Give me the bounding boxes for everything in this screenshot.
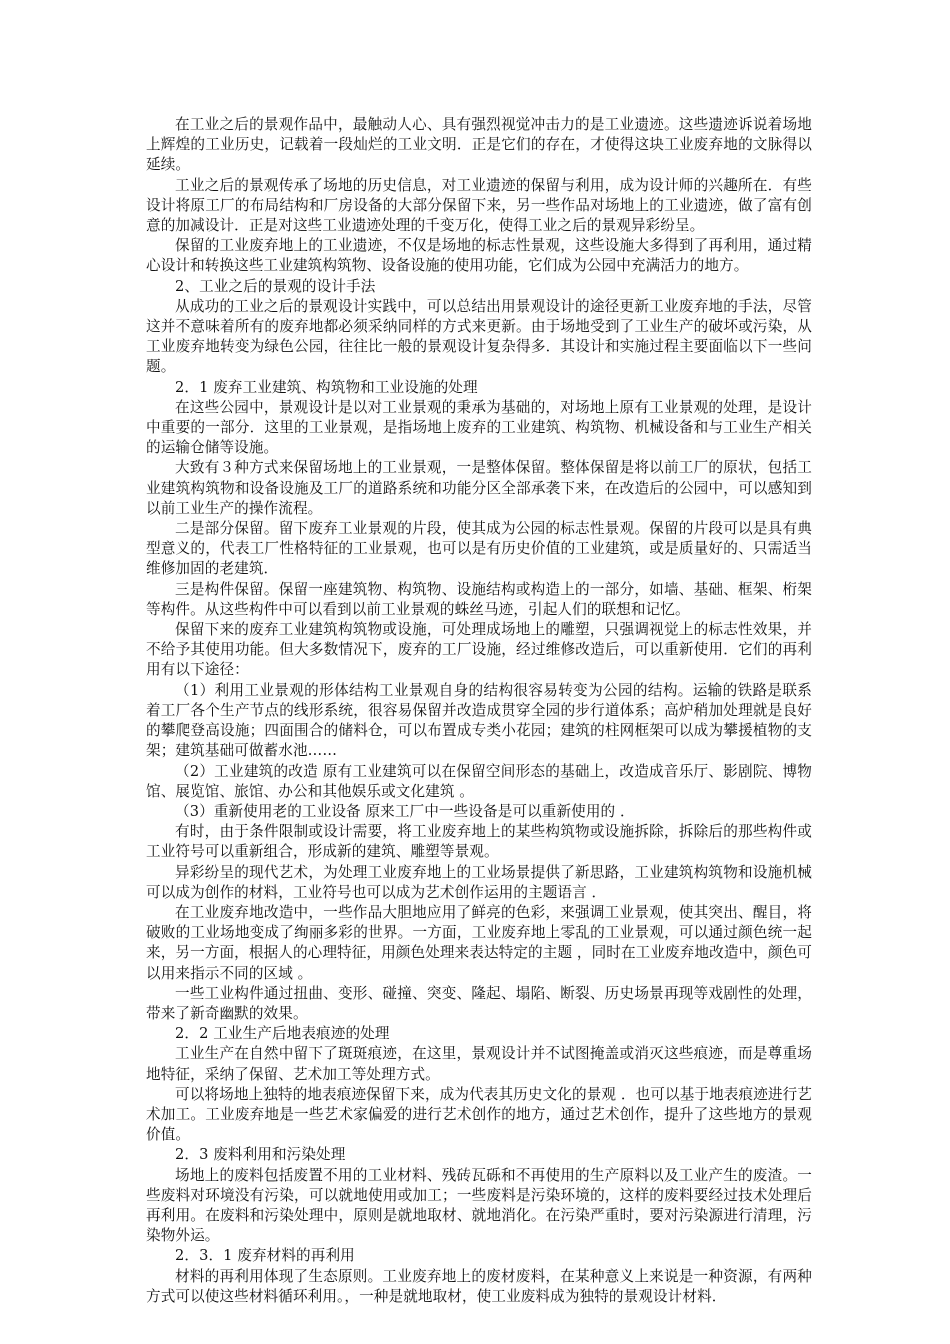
section-heading: 2、工业之后的景观的设计手法 <box>175 277 376 295</box>
paragraph: （2）工业建筑的改造 原有工业建筑可以在保留空间形态的基础上，改造成音乐厅、影剧院、博物馆、展览馆、旅馆、办公和其他娱乐或文化建筑 。 <box>146 762 812 800</box>
section-heading: 2．1 废弃工业建筑、构筑物和工业设施的处理 <box>175 378 478 396</box>
paragraph: 场地上的废料包括废置不用的工业材料、残砖瓦砾和不再使用的生产原料以及工业产生的废渣。一些废料对环境没有污染，可以就地使用或加工；一些废料是污染环境的，这样的废料要经过技术处理后再利用。在废料和污染处理中，原则是就地取材、就地消化。在污染严重时，要对污染源进行清理，污染物外运。 <box>146 1166 812 1245</box>
paragraph: （3）重新使用老的工业设备 原来工厂中一些设备是可以重新使用的 ． <box>175 802 635 820</box>
paragraph: 在工业之后的景观作品中，最触动人心、具有强烈视觉冲击力的是工业遗迹。这些遗迹诉说着场地上辉煌的工业历史，记载着一段灿烂的工业文明．正是它们的存在，才使得这块工业废弃地的文脉得以延续。 <box>146 116 812 174</box>
paragraph: 工业生产在自然中留下了斑斑痕迹，在这里，景观设计并不试图掩盖或消灭这些痕迹，而是尊重场地特征，采纳了保留、艺术加工等处理方式。 <box>146 1045 812 1083</box>
paragraph: 材料的再利用体现了生态原则。工业废弃地上的废材废料，在某种意义上来说是一种资源，有两种方式可以使这些材料循环利用。，一种是就地取材，使工业废料成为独特的景观设计材料． <box>146 1267 812 1305</box>
paragraph: 大致有３种方式来保留场地上的工业景观，一是整体保留。整体保留是将以前工厂的原状，包括工业建筑构筑物和设备设施及工厂的道路系统和功能分区全部承袭下来，在改造后的公园中，可以感知到以前工业生产的操作流程。 <box>146 459 812 517</box>
paragraph: 保留下来的废弃工业建筑构筑物或设施，可处理成场地上的雕塑，只强调视觉上的标志性效果，并不给予其使用功能。但大多数情况下，废弃的工厂设施，经过维修改造后，可以重新使用．它们的再利用有以下途径： <box>146 621 812 679</box>
section-heading: 2．3．1 废弃材料的再利用 <box>175 1247 355 1265</box>
paragraph: 保留的工业废弃地上的工业遗迹，不仅是场地的标志性景观，这些设施大多得到了再利用，通过精心设计和转换这些工业建筑构筑物、设备设施的使用功能，它们成为公园中充满活力的地方。 <box>146 237 812 275</box>
paragraph: 在工业废弃地改造中，一些作品大胆地应用了鲜亮的色彩，来强调工业景观，使其突出、醒目，将破败的工业场地变成了绚丽多彩的世界。一方面，工业废弃地上零乱的工业景观，可以通过颜色统一起来，另一方面，根据人的心理特征，用颜色处理来表达特定的主题 ，同时在工业废弃地改造中，颜色可以用来指示不同的区域 。 <box>146 903 812 982</box>
paragraph: 三是构件保留。保留一座建筑物、构筑物、设施结构或构造上的一部分，如墙、基础、框架、桁架等构件。从这些构件中可以看到以前工业景观的蛛丝马迹，引起人们的联想和记忆。 <box>146 580 812 618</box>
paragraph: 从成功的工业之后的景观设计实践中，可以总结出用景观设计的途径更新工业废弃地的手法，尽管这并不意味着所有的废弃地都必须采纳同样的方式来更新。由于场地受到了工业生产的破坏或污染，从工业废弃地转变为绿色公园，往往比一般的景观设计复杂得多．其设计和实施过程主要面临以下一些问题。 <box>146 297 812 376</box>
paragraph: 在这些公园中，景观设计是以对工业景观的秉承为基础的，对场地上原有工业景观的处理，是设计中重要的一部分．这里的工业景观，是指场地上废弃的工业建筑、构筑物、机械设备和与工业生产相关的运输仓储等设施。 <box>146 398 812 457</box>
section-heading: 2．2 工业生产后地表痕迹的处理 <box>175 1025 390 1043</box>
paragraph: 工业之后的景观传承了场地的历史信息，对工业遗迹的保留与利用，成为设计师的兴趣所在．有些设计将原工厂的布局结构和厂房设备的大部分保留下来，另一些作品对场地上的工业遗迹，做了富有创意的加减设计．正是对这些工业遗迹处理的千变万化，使得工业之后的景观异彩纷呈。 <box>146 176 812 235</box>
paragraph: 有时，由于条件限制或设计需要，将工业废弃地上的某些构筑物或设施拆除，拆除后的那些构件或工业符号可以重新组合，形成新的建筑、雕塑等景观。 <box>146 823 812 861</box>
paragraph: 一些工业构件通过扭曲、变形、碰撞、突变、隆起、塌陷、断裂、历史场景再现等戏剧性的处理，带来了新奇幽默的效果。 <box>146 984 812 1022</box>
paragraph: （1）利用工业景观的形体结构工业景观自身的结构很容易转变为公园的结构。运输的铁路是联系着工厂各个生产节点的线形系统，很容易保留并改造成贯穿全园的步行道体系；高炉稍加处理就是良好的攀爬登高设施；四面围合的储料仓，可以布置成专类小花园；建筑的柱网框架可以成为攀援植物的支架；建筑基础可做蓄水池…… <box>146 681 812 760</box>
paragraph: 二是部分保留。留下废弃工业景观的片段，使其成为公园的标志性景观。保留的片段可以是具有典型意义的，代表工厂性格特征的工业景观，也可以是有历史价值的工业建筑，或是质量好的、只需适当维修加固的老建筑． <box>146 520 812 578</box>
paragraph: 异彩纷呈的现代艺术，为处理工业废弃地上的工业场景提供了新思路，工业建筑构筑物和设施机械可以成为创作的材料，工业符号也可以成为艺术创作运用的主题语言 ． <box>146 863 812 901</box>
document-body <box>146 115 812 1307</box>
paragraph: 可以将场地上独特的地表痕迹保留下来，成为代表其历史文化的景观 ．也可以基于地表痕迹进行艺术加工。工业废弃地是一些艺术家偏爱的进行艺术创作的地方，通过艺术创作，提升了这些地方的景观价值。 <box>146 1085 812 1144</box>
section-heading: 2．3 废料利用和污染处理 <box>175 1146 346 1164</box>
